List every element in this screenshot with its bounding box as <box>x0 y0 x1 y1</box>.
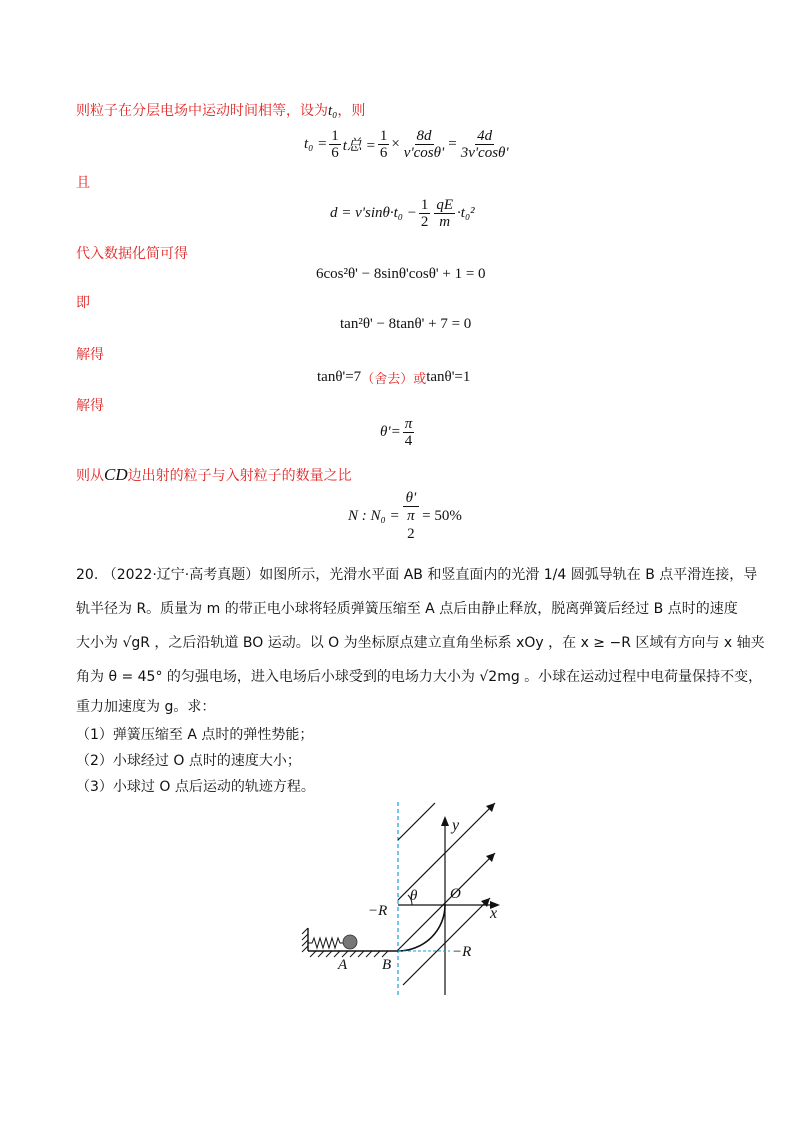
ball <box>343 935 357 949</box>
problem-line-2: 轨半径为 R。质量为 m 的带正电小球将轻质弹簧压缩至 A 点后由静止释放，脱离弹簧后经过 B 点时的速度 <box>76 601 738 617</box>
problem-line-5: 重力加速度为 g。求： <box>76 699 216 715</box>
problem-line-4: 角为 θ = 45° 的匀强电场，进入电场后小球受到的电场力大小为 √2mg 。小球在运动过程中电荷量保持不变， <box>76 669 763 685</box>
ratio-label: 则从CD边出射的粒子与入射粒子的数量之比 <box>76 465 352 484</box>
solution-line-1: 则粒子在分层电场中运动时间相等，设为t₀，则 <box>76 103 366 119</box>
field-arrow-3 <box>398 803 435 840</box>
problem-line-1: 20. （2022·辽宁·高考真题）如图所示，光滑水平面 AB 和竖直面内的光滑 1/4 圆弧导轨在 B 点平滑连接，导 <box>76 567 758 583</box>
question-1: （1）弹簧压缩至 A 点时的弹性势能； <box>76 727 314 743</box>
question-3: （3）小球过 O 点后运动的轨迹方程。 <box>76 779 315 795</box>
physics-diagram <box>290 800 520 1000</box>
equation-tan-quadratic: tan²θ' − 8tanθ' + 7 = 0 <box>340 316 472 332</box>
theta-label: θ <box>410 888 418 904</box>
point-b-label: B <box>382 957 392 973</box>
x-axis-label: x <box>490 905 498 922</box>
substitute-label: 代入数据化简可得 <box>76 246 188 262</box>
neg-r-right-label: −R <box>452 944 472 960</box>
ie-label: 即 <box>76 295 90 311</box>
equation-ratio: N : N₀ = θ' π 2 = 50% <box>348 490 462 542</box>
problem-line-3: 大小为 √gR ，之后沿轨道 BO 运动。以 O 为坐标原点建立直角坐标系 xOy ，在 x ≥ −R 区域有方向与 x 轴夹 <box>76 635 765 651</box>
equation-d: d = v'sinθ·t₀ − $\frac{1}{2}$ $\frac{qE}{m}$ ·t₀² <box>330 197 475 230</box>
field-arrow-2 <box>398 803 495 900</box>
neg-r-left-label: −R <box>368 903 388 919</box>
question-2: （2）小球经过 O 点时的速度大小； <box>76 753 301 769</box>
y-axis-arrow-icon <box>441 816 449 826</box>
wall-hatch <box>302 928 308 952</box>
field-arrow-4 <box>403 898 490 985</box>
equation-tan-solutions: tanθ'=7 （舍去）或 tanθ'=1 <box>317 369 471 387</box>
y-axis-label: y <box>452 817 460 834</box>
spring <box>308 938 344 948</box>
solve-label-2: 解得 <box>76 398 104 414</box>
equation-cos: 6cos²θ' − 8sinθ'cosθ' + 1 = 0 <box>316 266 486 282</box>
ground-hatch <box>310 951 388 957</box>
origin-label: O <box>450 886 461 902</box>
equation-t0: t₀ = $\frac{1}{6}$ t总 = $\frac{1}{6}$ × $\frac{8d}{v'\cos\theta'}$ = $\frac{4d}{3v'\cos\theta'}$ <box>304 128 509 161</box>
equation-theta: θ'= $\frac{\pi}{4}$ <box>380 416 413 449</box>
solve-label-1: 解得 <box>76 347 104 363</box>
arc-track <box>398 905 445 951</box>
and-label: 且 <box>76 175 90 191</box>
point-a-label: A <box>338 957 348 973</box>
